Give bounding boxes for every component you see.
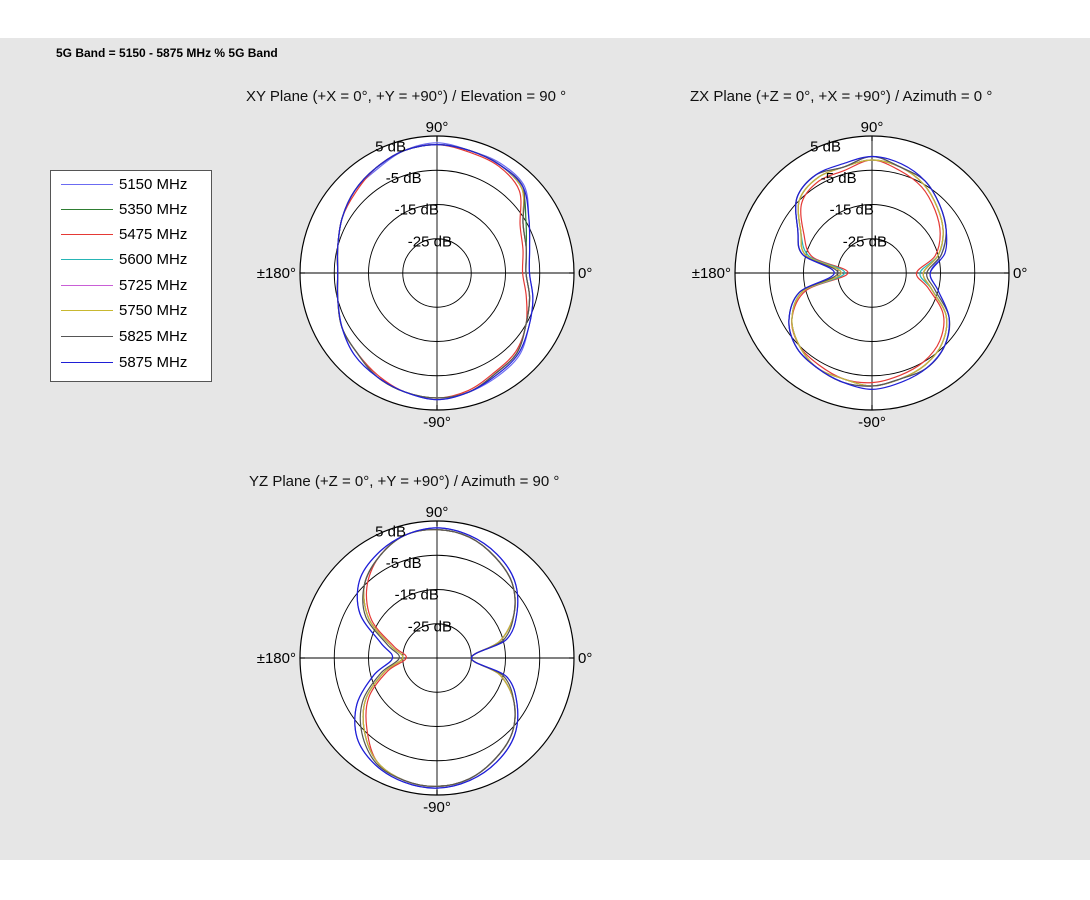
- angle-label-180: ±180°: [256, 265, 296, 282]
- angle-label-neg90: -90°: [423, 799, 451, 816]
- legend-label: 5750 MHz: [119, 301, 188, 319]
- legend-label: 5475 MHz: [119, 225, 188, 243]
- radial-tick-label: -25 dB: [407, 618, 452, 636]
- radial-tick-label: 5 dB: [375, 138, 407, 156]
- radial-tick-label: 5 dB: [810, 138, 842, 156]
- legend-label: 5725 MHz: [119, 276, 188, 294]
- legend-label: 5825 MHz: [119, 327, 188, 345]
- legend-label: 5350 MHz: [119, 200, 188, 218]
- angle-label-180: ±180°: [256, 650, 296, 667]
- angle-label-90: 90°: [425, 119, 449, 136]
- radial-tick-label: -5 dB: [820, 170, 857, 188]
- radial-tick-label: -25 dB: [407, 233, 452, 251]
- angle-label-neg90: -90°: [858, 414, 886, 431]
- angle-label-0: 0°: [578, 265, 593, 282]
- legend-label: 5150 MHz: [119, 175, 188, 193]
- radial-tick-label: -25 dB: [842, 233, 887, 251]
- angle-label-90: 90°: [425, 504, 449, 521]
- radial-tick-label: -15 dB: [829, 201, 874, 219]
- radial-tick-label: -15 dB: [394, 586, 439, 604]
- figure-title: 5G Band = 5150 - 5875 MHz % 5G Band: [56, 46, 278, 60]
- radial-tick-label: 5 dB: [375, 523, 407, 541]
- yz-plane-title: YZ Plane (+Z = 0°, +Y = +90°) / Azimuth = 90 °: [249, 473, 560, 490]
- figure-panel: [0, 38, 1090, 860]
- radial-tick-label: -5 dB: [385, 170, 422, 188]
- xy-plane-title: XY Plane (+X = 0°, +Y = +90°) / Elevation = 90 °: [246, 88, 567, 105]
- angle-label-0: 0°: [1013, 265, 1028, 282]
- angle-label-neg90: -90°: [423, 414, 451, 431]
- legend-label: 5600 MHz: [119, 250, 188, 268]
- angle-label-180: ±180°: [691, 265, 731, 282]
- angle-label-90: 90°: [860, 119, 884, 136]
- polar-plots: [0, 38, 1090, 860]
- legend-label: 5875 MHz: [119, 353, 188, 371]
- zx-plane-title: ZX Plane (+Z = 0°, +X = +90°) / Azimuth = 0 °: [690, 88, 993, 105]
- radial-tick-label: -5 dB: [385, 555, 422, 573]
- angle-label-0: 0°: [578, 650, 593, 667]
- radial-tick-label: -15 dB: [394, 201, 439, 219]
